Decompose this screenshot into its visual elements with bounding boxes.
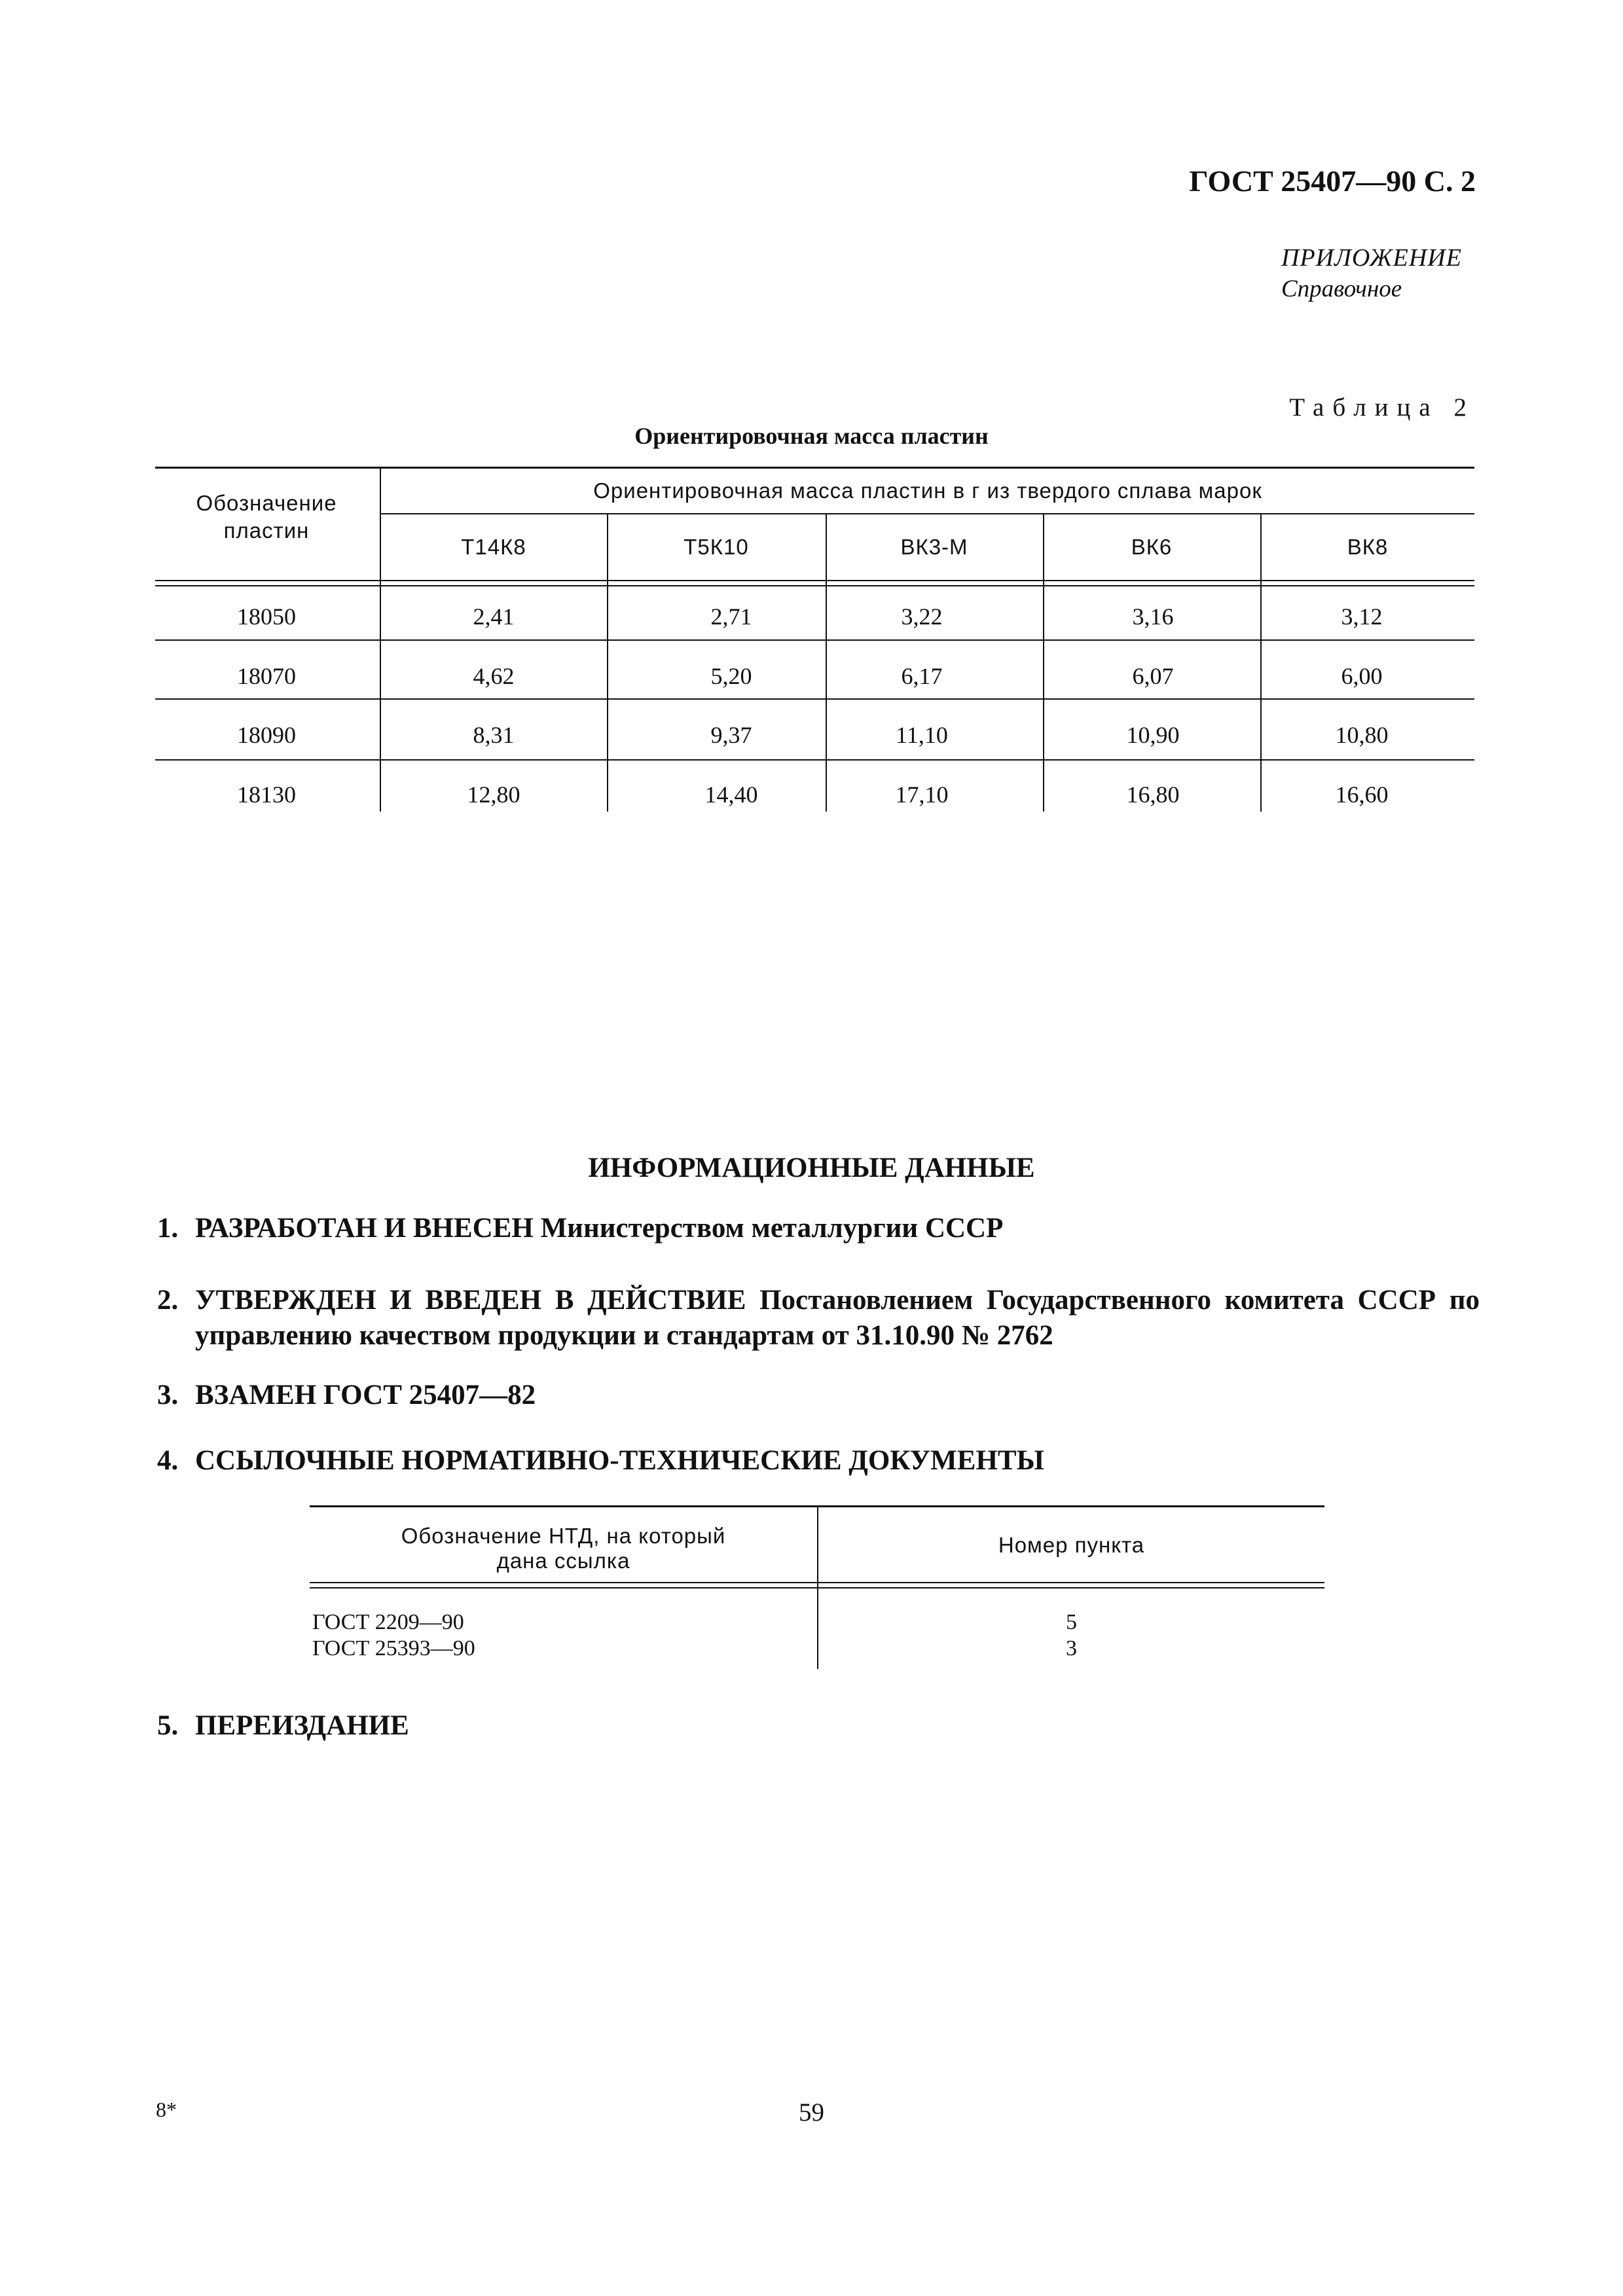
table-cell: 3,12 <box>1341 603 1383 630</box>
table-cell: 17,10 <box>895 781 949 808</box>
table-cell: 3,22 <box>901 603 943 630</box>
ref-col1-header-l1: Обозначение НТД, на который <box>401 1524 726 1548</box>
table-cell: 6,07 <box>1132 663 1174 689</box>
info-item-2 <box>157 1283 1480 1354</box>
item-text: Постановлением Государственного комитета СССР по управлению качеством продукции и стандартам от 31.10.90 № 2762 <box>195 1285 1480 1351</box>
item-number: 1. <box>157 1213 179 1244</box>
table-cell: 10,90 <box>1126 722 1180 748</box>
row-id: 18130 <box>237 781 296 808</box>
table-cell: 14,40 <box>704 781 758 808</box>
table-caption: Ориентировочная масса пластин <box>634 423 989 449</box>
table-cell: 6,17 <box>901 663 943 689</box>
item-heading: ВЗАМЕН ГОСТ 25407—82 <box>195 1380 536 1410</box>
table-label: Таблица 2 <box>1289 393 1475 422</box>
table-cell: 3,16 <box>1132 603 1174 630</box>
ref-col1-header-l2: дана ссылка <box>496 1549 630 1573</box>
info-item-5 <box>157 1708 1480 1744</box>
col-header: ВК3-М <box>900 535 968 559</box>
info-item-4 <box>157 1443 1480 1479</box>
col-designation-header-l2: пластин <box>223 518 310 543</box>
item-text: Министерством металлургии СССР <box>540 1213 1004 1244</box>
col-header: Т14К8 <box>461 535 526 559</box>
ref-col2-header: Номер пункта <box>998 1533 1145 1557</box>
info-item-1 <box>157 1211 1480 1246</box>
table-cell: 11,10 <box>896 722 948 748</box>
col-designation-header-l1: Обозначение <box>196 491 337 515</box>
item-number: 2. <box>157 1285 179 1316</box>
ref-point: 5 <box>1066 1610 1077 1634</box>
appendix-title: ПРИЛОЖЕНИЕ <box>1281 244 1462 272</box>
reference-table <box>310 1505 1324 1669</box>
ref-point: 3 <box>1066 1636 1077 1660</box>
info-item-3 <box>157 1378 1480 1413</box>
page-number: 59 <box>799 2098 824 2126</box>
table-cell: 8,31 <box>473 722 515 748</box>
item-number: 3. <box>157 1380 179 1410</box>
document-reference: ГОСТ 25407—90 С. 2 <box>1189 164 1476 198</box>
row-id: 18050 <box>237 603 296 630</box>
table-cell: 16,80 <box>1126 781 1180 808</box>
mass-table <box>155 467 1474 812</box>
row-id: 18070 <box>237 663 296 689</box>
item-heading: ПЕРЕИЗДАНИЕ <box>195 1710 409 1741</box>
table-cell: 16,60 <box>1335 781 1389 808</box>
item-heading: УТВЕРЖДЕН И ВВЕДЕН В ДЕЙСТВИЕ <box>195 1285 746 1316</box>
ref-doc: ГОСТ 25393—90 <box>312 1636 475 1660</box>
table-cell: 10,80 <box>1335 722 1389 748</box>
table-cell: 6,00 <box>1341 663 1383 689</box>
appendix-subtitle: Справочное <box>1281 276 1402 302</box>
table-cell: 2,71 <box>710 603 752 630</box>
col-header: ВК6 <box>1131 535 1173 559</box>
item-number: 5. <box>157 1710 179 1741</box>
row-id: 18090 <box>237 722 296 748</box>
table-cell: 5,20 <box>710 663 752 689</box>
table-cell: 12,80 <box>467 781 520 808</box>
ref-doc: ГОСТ 2209—90 <box>312 1610 464 1634</box>
table-cell: 9,37 <box>710 722 752 748</box>
item-heading: ССЫЛОЧНЫЕ НОРМАТИВНО-ТЕХНИЧЕСКИЕ ДОКУМЕНТЫ <box>195 1445 1044 1476</box>
footer-mark: 8* <box>156 2098 177 2121</box>
group-header: Ориентировочная масса пластин в г из твердого сплава марок <box>593 478 1262 503</box>
table-cell: 4,62 <box>473 663 515 689</box>
item-heading: РАЗРАБОТАН И ВНЕСЕН <box>195 1213 534 1244</box>
section-title: ИНФОРМАЦИОННЫЕ ДАННЫЕ <box>588 1153 1035 1183</box>
col-header: Т5К10 <box>684 535 749 559</box>
table-cell: 2,41 <box>473 603 515 630</box>
item-number: 4. <box>157 1445 179 1476</box>
col-header: ВК8 <box>1347 535 1389 559</box>
